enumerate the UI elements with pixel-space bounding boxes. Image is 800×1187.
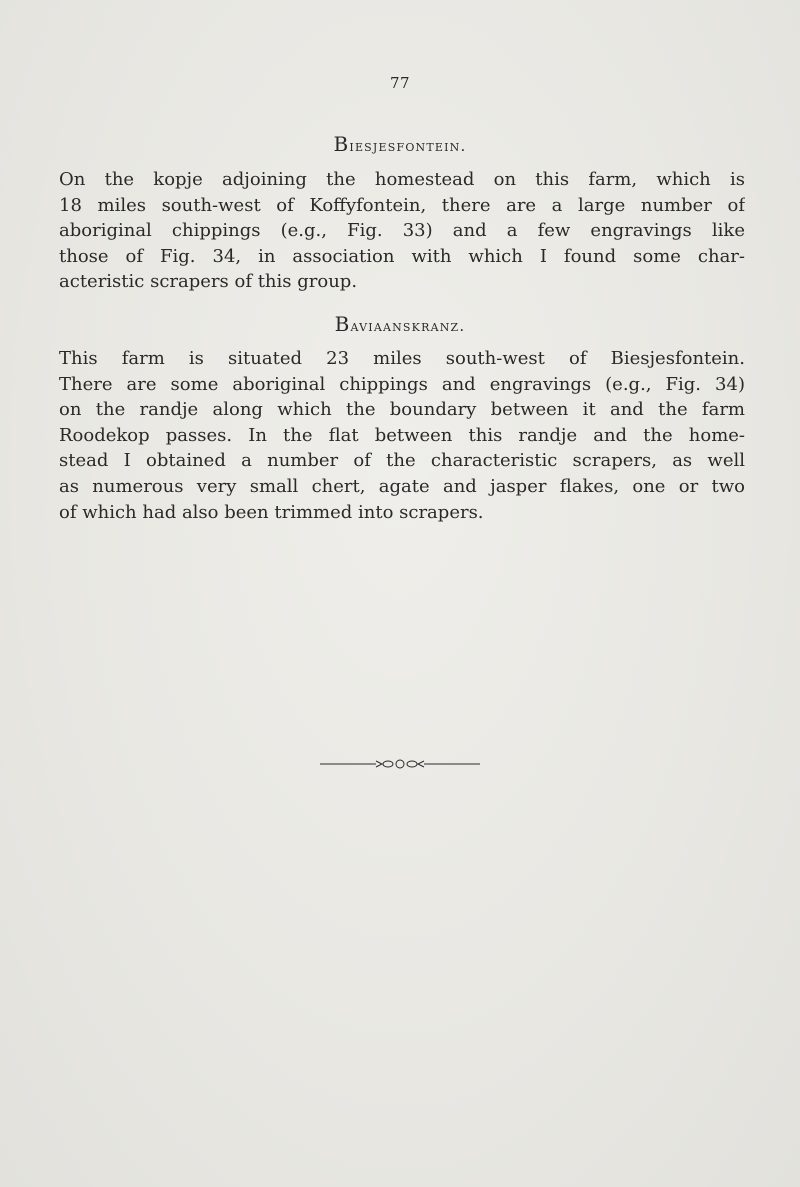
paragraph-biesjesfontein [59,167,745,295]
text-line: on the randje along which the boundary between it and the farm [59,399,745,421]
text-line: On the kopje adjoining the homestead on this farm, which is [59,169,745,190]
paragraph-baviaanskranz [59,346,745,525]
text-line: Roodekop passes. In the flat between this randje and the home- [59,424,745,446]
text-line: There are some aboriginal chippings and engravings (e.g., Fig. 34) [59,373,745,395]
page-number: 77 [389,74,411,92]
end-ornament-icon [320,757,480,771]
text-line: those of Fig. 34, in association with which I found some char- [59,245,745,267]
text-line: 18 miles south-west of Koffyfontein, there are a large number of [59,194,745,216]
text-line: stead I obtained a number of the characteristic scrapers, as well [59,450,745,472]
text-line: acteristic scrapers of this group. [59,271,358,293]
text-line: aboriginal chippings (e.g., Fig. 33) and a few engravings like [59,220,745,242]
text-line: as numerous very small chert, agate and jasper flakes, one or two [59,475,745,497]
section-title-biesjesfontein: Biesjesfontein. [333,132,467,156]
text-line: This farm is situated 23 miles south-west of Biesjesfontein. [59,348,745,369]
section-title-baviaanskranz: Baviaanskranz. [334,312,466,336]
text-line: of which had also been trimmed into scrapers. [59,501,484,523]
